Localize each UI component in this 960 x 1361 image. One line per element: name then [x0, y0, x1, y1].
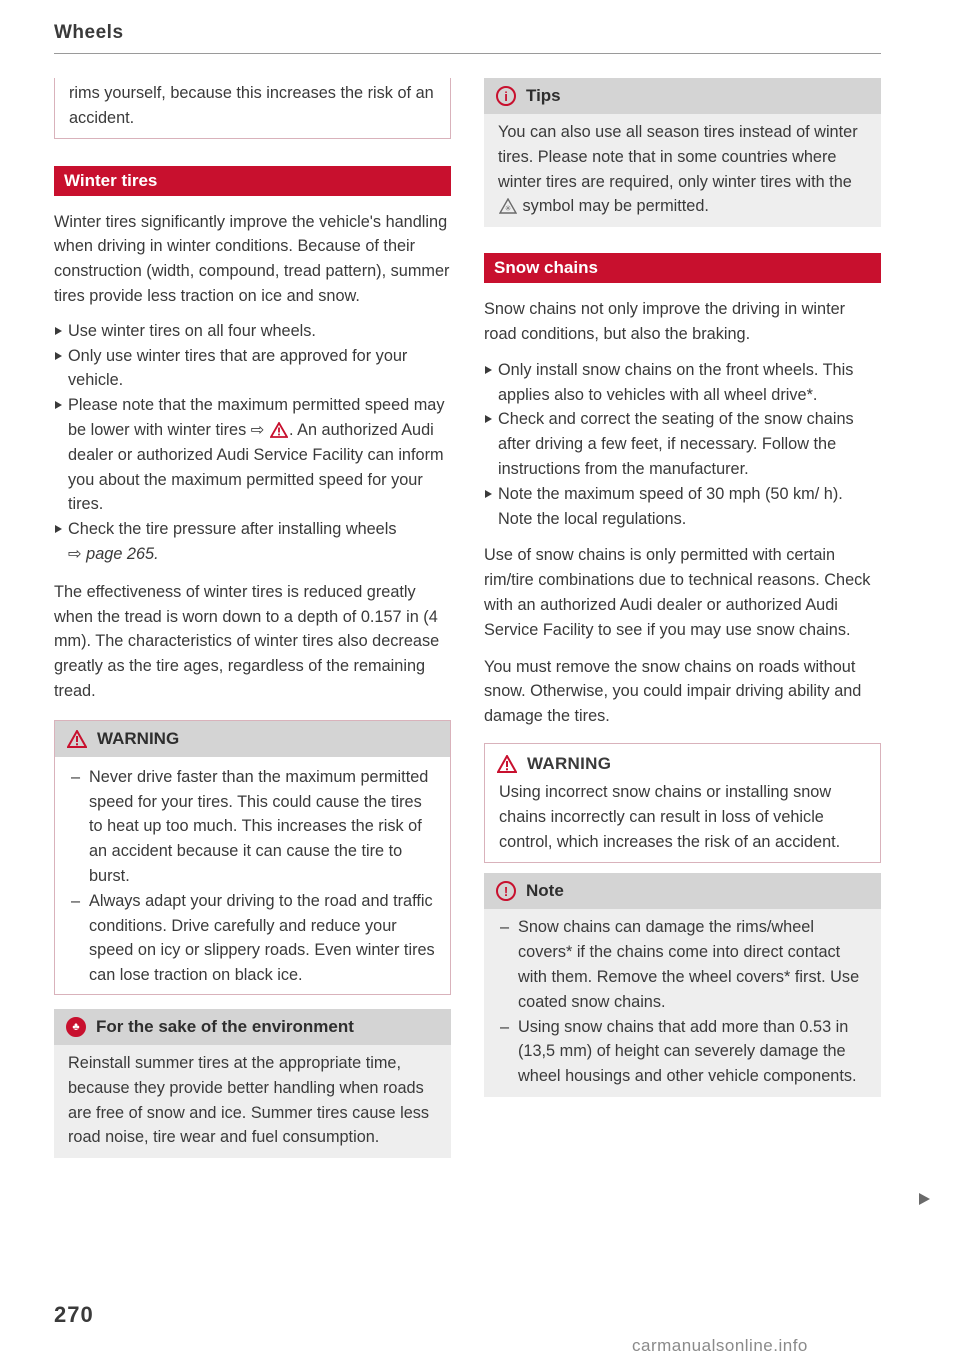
- environment-text: Reinstall summer tires at the appropriate time, because they provide better handling when roads are free of snow and ice. Summer tires cause less road noise, tire wear and fuel consumption.: [68, 1053, 430, 1147]
- bullet-text: Check the tire pressure after installing wheels: [68, 520, 397, 539]
- tips-text-part1: You can also use all season tires instead of winter tires. Please note that in some countries where winter tires are required, only winter tires with the: [498, 123, 858, 191]
- page-reference-link[interactable]: ⇨ page 265.: [68, 544, 159, 563]
- warning-triangle-icon: [497, 755, 517, 773]
- page-number: 270: [54, 1302, 94, 1327]
- note-title: Note: [526, 881, 564, 901]
- environment-body: [54, 1045, 451, 1158]
- warning-title: WARNING: [97, 728, 180, 748]
- warning-body: [485, 776, 880, 862]
- continued-warning-box: [54, 78, 451, 139]
- environment-box: [54, 1009, 451, 1158]
- winter-tread-paragraph: The effectiveness of winter tires is reduced greatly when the tread is worn down to a depth of 0.157 in (4 mm). The characteristics of winter tires also decrease greatly as the tire ages, regardless of the remaining tread.: [54, 582, 440, 700]
- list-item: Use winter tires on all four wheels.: [54, 319, 451, 344]
- note-box: [484, 873, 881, 1097]
- warning-list: [55, 757, 450, 994]
- warning-text: Using incorrect snow chains or installing snow chains incorrectly can result in loss of vehicle control, which increases the risk of an accident.: [499, 782, 841, 851]
- list-item: [54, 393, 451, 517]
- snow-warning-box: [484, 743, 881, 863]
- warning-header: [55, 721, 450, 757]
- list-item: – Snow chains can damage the rims/wheel covers* if the chains come into direct contact with them. Remove the wheel covers* first. Use coated snow chains.: [498, 915, 867, 1014]
- tips-text: [498, 120, 867, 219]
- right-column: [484, 78, 881, 1097]
- list-item: Note the maximum speed of 30 mph (50 km/ h). Note the local regulations.: [484, 482, 881, 532]
- warning-triangle-icon: [270, 422, 288, 438]
- snow-chain-bullets: [484, 358, 881, 532]
- tips-text-part2: symbol may be permitted.: [522, 197, 709, 216]
- tips-body: [484, 114, 881, 227]
- snow-combination-paragraph: Use of snow chains is only permitted with certain rim/tire combinations due to technical reasons. Check with an authorized Audi dealer or authorized Audi Service Facility to see if you may use snow chains.: [484, 546, 871, 639]
- tips-title: Tips: [526, 86, 561, 105]
- svg-text:✳: ✳: [504, 204, 512, 214]
- section-heading-snow-chains: Snow chains: [484, 253, 881, 283]
- note-body: [484, 909, 881, 1097]
- list-item: Only install snow chains on the front wheels. This applies also to vehicles with all wheel drive*.: [484, 358, 881, 408]
- list-item: – Never drive faster than the maximum permitted speed for your tires. This could cause the tires to heat up too much. This increases the risk of an accident because it can cause the tire to burst.: [69, 765, 436, 889]
- environment-header: [54, 1009, 451, 1045]
- exclamation-circle-icon: !: [496, 881, 516, 901]
- list-item: Check and correct the seating of the snow chains after driving a few feet, if necessary. Follow the instructions from the manufacturer.: [484, 407, 881, 481]
- bullet-text: Please note that the maximum permitted speed may be lower with winter tires ⇨: [68, 396, 445, 439]
- page-header-title: Wheels: [54, 22, 124, 43]
- snow-intro-paragraph: Snow chains not only improve the driving in winter road conditions, but also the braking.: [484, 300, 846, 343]
- info-icon: i: [496, 86, 516, 106]
- warning-header: [485, 744, 880, 776]
- list-item: Only use winter tires that are approved for your vehicle.: [54, 344, 451, 394]
- watermark: carmanualsonline.info: [632, 1336, 808, 1355]
- winter-tire-bullets: [54, 319, 451, 567]
- continue-arrow-icon: [919, 1193, 930, 1205]
- tips-header: [484, 78, 881, 114]
- tips-box: [484, 78, 881, 227]
- note-header: [484, 873, 881, 909]
- winter-warning-box: [54, 720, 451, 995]
- list-item: – Using snow chains that add more than 0.53 in (13,5 mm) of height can severely damage the wheel housings and other vehicle components.: [498, 1015, 867, 1089]
- continued-warning-text: rims yourself, because this increases the risk of an accident.: [69, 84, 434, 127]
- header-divider: [54, 53, 881, 54]
- environment-title: For the sake of the environment: [96, 1016, 354, 1036]
- section-heading-winter-tires: Winter tires: [54, 166, 451, 196]
- left-column: [54, 78, 451, 1158]
- snow-removal-paragraph: You must remove the snow chains on roads without snow. Otherwise, you could impair driving ability and damage the tires.: [484, 657, 862, 726]
- environment-leaf-icon: ♣: [66, 1017, 86, 1037]
- note-list: [498, 915, 867, 1089]
- bullet-text-cont: . An authorized Audi dealer or authorized Audi Service Facility can inform you about the maximum permitted speed for your tires.: [68, 420, 444, 514]
- warning-title: WARNING: [527, 753, 612, 773]
- warning-triangle-icon: [67, 730, 87, 748]
- list-item: [54, 517, 451, 567]
- winter-intro-paragraph: Winter tires significantly improve the vehicle's handling when driving in winter conditions. Because of their construction (width, compound, tread pattern), summer tires provide less traction on ice and snow.: [54, 212, 450, 305]
- snowflake-mountain-icon: [499, 198, 517, 214]
- list-item: – Always adapt your driving to the road and traffic conditions. Drive carefully and reduce your speed on icy or slippery roads. Even winter tires can lose traction on black ice.: [69, 889, 436, 988]
